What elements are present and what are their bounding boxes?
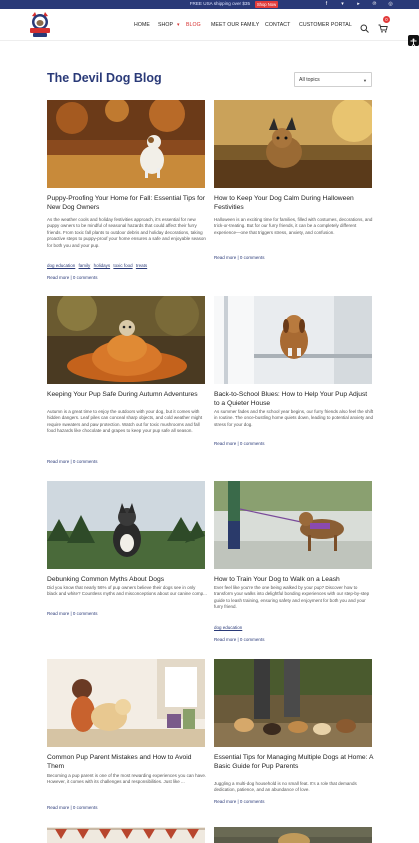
tag-link[interactable]: treats: [135, 263, 148, 268]
topic-filter-select[interactable]: [294, 72, 372, 87]
topic-filter-value: All topics: [299, 77, 320, 83]
twitter-icon[interactable]: ▾: [341, 1, 344, 7]
accessibility-icon[interactable]: [408, 35, 419, 46]
tag-link[interactable]: toxic food: [113, 263, 133, 268]
post-excerpt: Did you know that nearly 56% of pup owners believe their dogs see in only black and white? Countless myths and misconceptions about our canine comp...: [47, 585, 207, 597]
tag-link[interactable]: dog education: [47, 263, 76, 268]
post-excerpt: Halloween is an exciting time for families, filled with costumes, decorations, and trick-or-treating. But for our furry friends, it can be a completely different experience—one that triggers stress, anxiety, and confusion.: [214, 217, 373, 235]
post-image[interactable]: [47, 481, 205, 569]
post-image[interactable]: [47, 659, 205, 747]
read-more-link[interactable]: Read more | 0 comments: [47, 611, 98, 616]
post-title[interactable]: Debunking Common Myths About Dogs: [47, 576, 165, 583]
page-title: The Devil Dog Blog: [47, 71, 162, 85]
tag-link[interactable]: holidays: [93, 263, 111, 268]
nav-shop[interactable]: SHOP: [158, 22, 174, 28]
facebook-icon[interactable]: f: [325, 1, 328, 7]
read-more-link[interactable]: Read more | 0 comments: [214, 799, 265, 804]
post-excerpt: Becoming a pup parent is one of the most rewarding experiences you can have. However, it comes with its challenges and responsibilities. Just like ...: [47, 773, 207, 785]
tag-link[interactable]: family: [78, 263, 91, 268]
post-tags: [47, 263, 149, 268]
nav-contact[interactable]: CONTACT: [265, 22, 291, 28]
post-excerpt: As summer fades and the school year begins, our furry friends also feel the shift in routine. The once-bustling home quiets down, leading to potential anxiety and stress for your dog.: [214, 409, 374, 427]
chevron-down-icon[interactable]: ▾: [177, 22, 180, 28]
nav-meet-our-family[interactable]: MEET OUR FAMILY: [211, 22, 260, 28]
post-excerpt: Ever feel like you're the one being walked by your pup? Discover how to transform your walks into delightful bonding experiences with our step-by-step guide to leash training, ensuring safety and enjoyment for both you and your furry friend.: [214, 585, 370, 610]
post-title[interactable]: Back-to-School Blues: How to Help Your Pup Adjust to a Quieter House: [214, 391, 368, 407]
post-title[interactable]: Common Pup Parent Mistakes and How to Avoid Them: [47, 754, 192, 770]
post-image[interactable]: [47, 296, 205, 384]
chevron-down-icon: ▼: [363, 78, 367, 83]
post-image[interactable]: [214, 296, 372, 384]
read-more-link[interactable]: Read more | 0 comments: [47, 275, 98, 280]
post-title[interactable]: How to Train Your Dog to Walk on a Leash: [214, 576, 340, 583]
post-excerpt: Juggling a multi-dog household is no small feat. It's a role that demands dedication, patience, and an abundance of love.: [214, 781, 357, 793]
tag-link[interactable]: dog education: [214, 625, 243, 630]
post-image[interactable]: [47, 100, 205, 188]
instagram-icon[interactable]: ◎: [388, 1, 393, 7]
blog-card: [47, 827, 205, 843]
shop-now-button[interactable]: Shop Now: [256, 2, 277, 7]
read-more-link[interactable]: Read more | 0 comments: [214, 441, 265, 446]
post-image[interactable]: [214, 481, 372, 569]
devil-dog-logo[interactable]: [29, 11, 51, 38]
nav-customer-portal[interactable]: CUSTOMER PORTAL: [299, 22, 352, 28]
post-excerpt: Autumn is a great time to enjoy the outdoors with your dog, but it comes with hidden dangers. Leaf piles can conceal sharp objects, and cold weather might require sweaters and paw protection. Watch out for toxic mushrooms and fall food hazards like chocolate and grapes to keep your pup safe all season.: [47, 409, 203, 434]
nav-home[interactable]: HOME: [134, 22, 150, 28]
cart-count-badge: 0: [383, 16, 390, 23]
read-more-link[interactable]: Read more | 0 comments: [214, 637, 265, 642]
read-more-link[interactable]: Read more | 0 comments: [47, 459, 98, 464]
post-tags: [214, 625, 244, 630]
site-header: [0, 9, 419, 41]
read-more-link[interactable]: Read more | 0 comments: [47, 805, 98, 810]
post-title[interactable]: Keeping Your Pup Safe During Autumn Adventures: [47, 391, 198, 398]
post-image[interactable]: [47, 827, 205, 843]
post-image[interactable]: [214, 827, 372, 843]
post-image[interactable]: [214, 659, 372, 747]
search-icon[interactable]: [360, 20, 369, 29]
post-excerpt: As the weather cools and holiday festivities approach, it's essential for new puppy owners to be mindful of seasonal hazards that could affect their furry friends. From toxic fall plants to outdoor debris and holiday decorations, taking proactive steps to puppy-proof your home ensures a safe and enjoyable season for both you and your pup.: [47, 217, 206, 248]
promo-bar: [0, 0, 419, 9]
shipping-text: FREE USA shipping over $35: [189, 1, 250, 6]
post-image[interactable]: [214, 100, 372, 188]
nav-blog[interactable]: BLOG: [186, 22, 201, 28]
post-title[interactable]: How to Keep Your Dog Calm During Halloween Festivities: [214, 195, 354, 211]
post-title[interactable]: Essential Tips for Managing Multiple Dogs at Home: A Basic Guide for Pup Parents: [214, 754, 374, 770]
youtube-icon[interactable]: ▸: [357, 1, 360, 7]
pinterest-icon[interactable]: ℗: [372, 1, 377, 7]
read-more-link[interactable]: Read more | 0 comments: [214, 255, 265, 260]
blog-card: [214, 827, 372, 843]
post-title[interactable]: Puppy-Proofing Your Home for Fall: Essential Tips for New Dog Owners: [47, 195, 205, 211]
